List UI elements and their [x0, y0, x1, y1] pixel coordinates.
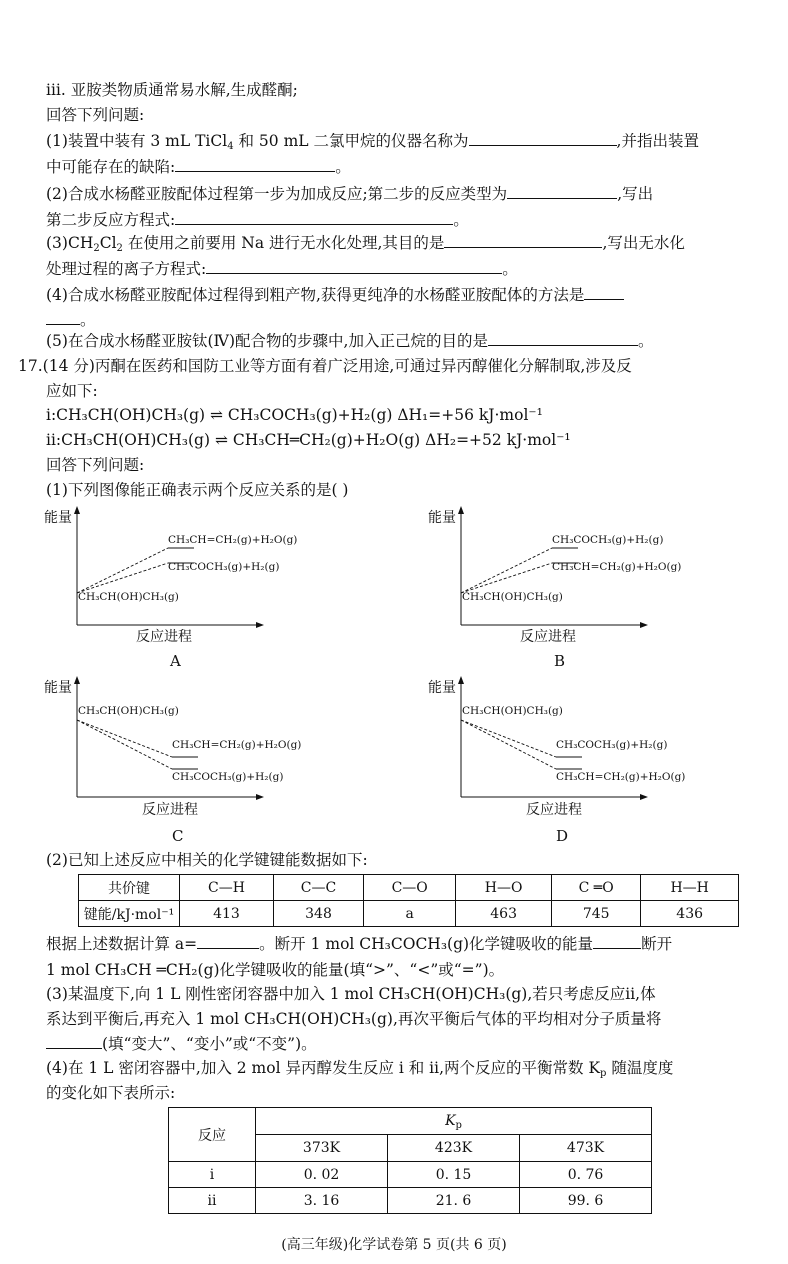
- answer-blank[interactable]: [197, 934, 259, 949]
- answer-blank[interactable]: [175, 210, 453, 225]
- table-row: [79, 901, 739, 927]
- upper-species: CH₃COCH₃(g)+H₂(g): [552, 534, 664, 546]
- table-cell: C—H: [180, 875, 274, 901]
- y-axis-label: 能量: [44, 680, 72, 696]
- q17-line2: 应如下:: [46, 382, 98, 400]
- page-footer: (高三年级)化学试卷第 5 页(共 6 页): [281, 1237, 507, 1253]
- table-cell: C—O: [364, 875, 456, 901]
- start-species: CH₃CH(OH)CH₃(g): [78, 591, 179, 603]
- table-cell: 373K: [256, 1135, 388, 1162]
- table-cell: 键能/kJ·mol⁻¹: [79, 901, 180, 927]
- answer-blank[interactable]: [469, 131, 617, 146]
- upper-species: CH₃COCH₃(g)+H₂(g): [556, 739, 668, 751]
- q1-line2: 中可能存在的缺陷: 。: [46, 158, 351, 176]
- y-axis-label: 能量: [428, 510, 456, 526]
- reaction-i: ⅰ:CH₃CH(OH)CH₃(g) ⇌ CH₃COCH₃(g)+H₂(g) ΔH₁=+56 kJ·mol⁻¹: [46, 406, 543, 424]
- q5-line: (5)在合成水杨醛亚胺钛(Ⅳ)配合物的步骤中,加入正己烷的目的是 。: [46, 332, 654, 350]
- table-cell: 473K: [520, 1135, 652, 1162]
- table-cell: 0. 15: [388, 1162, 520, 1188]
- q2-line2: 第二步反应方程式: 。: [46, 211, 469, 229]
- answer-prompt: 回答下列问题:: [46, 456, 145, 474]
- q2-line1: (2)合成水杨醛亚胺配体过程第一步为加成反应;第二步的反应类型为 ,写出: [46, 185, 654, 203]
- part4-line2: 的变化如下表所示:: [46, 1084, 176, 1102]
- q1-line1: (1)装置中装有 3 mL TiCl$_4$ 和 50 mL 二氯甲烷的仪器名称为 ,并指出装置: [46, 132, 699, 152]
- table-cell: 463: [456, 901, 552, 927]
- part2-calc-line1: 根据上述数据计算 a= 。断开 1 mol CH₃COCH₃(g)化学键吸收的能量 断开: [46, 935, 673, 953]
- lower-species: CH₃COCH₃(g)+H₂(g): [172, 771, 284, 783]
- answer-blank[interactable]: [206, 259, 502, 274]
- energy-diagram-d[interactable]: [424, 675, 724, 850]
- part2-question: (2)已知上述反应中相关的化学键键能数据如下:: [46, 851, 368, 869]
- table-cell: C—C: [273, 875, 363, 901]
- q3-line2: 处理过程的离子方程式: 。: [46, 260, 518, 278]
- table-cell: C ═O: [552, 875, 641, 901]
- upper-species: CH₃CH=CH₂(g)+H₂O(g): [168, 534, 298, 546]
- table-cell: 3. 16: [256, 1188, 388, 1214]
- option-label: B: [554, 652, 566, 670]
- part3-line1: (3)某温度下,向 1 L 刚性密闭容器中加入 1 mol CH₃CH(OH)CH₃(g),若只考虑反应ⅱ,体: [46, 985, 656, 1003]
- q17-line1: 17.(14 分)丙酮在医药和国防工业等方面有着广泛用途,可通过异丙醇催化分解制取,涉及反: [18, 357, 632, 375]
- part2-calc-line2: 1 mol CH₃CH ═CH₂(g)化学键吸收的能量(填“>”、“<”或“=”)。: [46, 961, 505, 979]
- start-species: CH₃CH(OH)CH₃(g): [462, 705, 563, 717]
- answer-blank[interactable]: [584, 285, 624, 300]
- table-cell: H—H: [641, 875, 739, 901]
- answer-blank[interactable]: [488, 331, 638, 346]
- table-row: [79, 875, 739, 901]
- lower-species: CH₃CH=CH₂(g)+H₂O(g): [556, 771, 686, 783]
- part3-line3: (填“变大”、“变小”或“不变”)。: [46, 1034, 317, 1054]
- energy-diagram-b[interactable]: [424, 505, 724, 670]
- table-cell: $K_p$: [256, 1108, 652, 1135]
- table-cell: 99. 6: [520, 1188, 652, 1214]
- table-cell: 0. 76: [520, 1162, 652, 1188]
- answer-blank[interactable]: [46, 310, 80, 325]
- start-species: CH₃CH(OH)CH₃(g): [78, 705, 179, 717]
- y-axis-label: 能量: [428, 680, 456, 696]
- y-axis-label: 能量: [44, 510, 72, 526]
- reaction-ii: ⅱ:CH₃CH(OH)CH₃(g) ⇌ CH₃CH═CH₂(g)+H₂O(g) ΔH₂=+52 kJ·mol⁻¹: [46, 431, 571, 449]
- table-row: [169, 1162, 652, 1188]
- q3-line1: $(3)CH_2Cl_2$ 在使用之前要用 Na 进行无水化处理,其目的是 ,写出无水化: [46, 234, 685, 254]
- table-cell: 0. 02: [256, 1162, 388, 1188]
- option-label: C: [172, 827, 184, 845]
- table-cell: a: [364, 901, 456, 927]
- start-species: CH₃CH(OH)CH₃(g): [462, 591, 563, 603]
- answer-prompt: 回答下列问题:: [46, 106, 145, 124]
- table-cell: ⅰ: [169, 1162, 256, 1188]
- table-cell: 413: [180, 901, 274, 927]
- bond-energy-table: [78, 874, 739, 927]
- table-row: [169, 1108, 652, 1135]
- table-cell: 745: [552, 901, 641, 927]
- table-cell: ⅱ: [169, 1188, 256, 1214]
- q4-line1: (4)合成水杨醛亚胺配体过程得到粗产物,获得更纯净的水杨醛亚胺配体的方法是: [46, 285, 624, 305]
- answer-blank[interactable]: [593, 934, 641, 949]
- x-axis-label: 反应进程: [520, 629, 576, 645]
- energy-diagram-c[interactable]: [40, 675, 340, 850]
- table-cell: 反应: [169, 1108, 256, 1162]
- option-label: A: [170, 652, 181, 670]
- part1-question: (1)下列图像能正确表示两个反应关系的是( ): [46, 481, 349, 499]
- line-iii: ⅲ. 亚胺类物质通常易水解,生成醛酮;: [46, 81, 298, 99]
- table-cell: 21. 6: [388, 1188, 520, 1214]
- table-cell: 共价键: [79, 875, 180, 901]
- energy-diagram-a[interactable]: [40, 505, 340, 670]
- x-axis-label: 反应进程: [526, 802, 582, 818]
- table-cell: 423K: [388, 1135, 520, 1162]
- q4-line2: 。: [46, 310, 96, 330]
- upper-species: CH₃CH=CH₂(g)+H₂O(g): [172, 739, 302, 751]
- kp-table: [168, 1107, 652, 1214]
- table-cell: 348: [273, 901, 363, 927]
- answer-blank[interactable]: [444, 233, 602, 248]
- table-cell: H—O: [456, 875, 552, 901]
- table-row: [169, 1188, 652, 1214]
- answer-blank[interactable]: [175, 157, 335, 172]
- table-cell: 436: [641, 901, 739, 927]
- part4-line1: (4)在 1 L 密闭容器中,加入 2 mol 异丙醇发生反应 ⅰ 和 ⅱ,两个反应的平衡常数 $K_p$ 随温度度: [46, 1059, 674, 1079]
- part3-line2: 系达到平衡后,再充入 1 mol CH₃CH(OH)CH₃(g),再次平衡后气体的平均相对分子质量将: [46, 1010, 662, 1028]
- lower-species: CH₃COCH₃(g)+H₂(g): [168, 561, 280, 573]
- x-axis-label: 反应进程: [142, 802, 198, 818]
- answer-blank[interactable]: [507, 184, 617, 199]
- option-label: D: [556, 827, 569, 845]
- x-axis-label: 反应进程: [136, 629, 192, 645]
- answer-blank[interactable]: [46, 1034, 102, 1049]
- lower-species: CH₃CH=CH₂(g)+H₂O(g): [552, 561, 682, 573]
